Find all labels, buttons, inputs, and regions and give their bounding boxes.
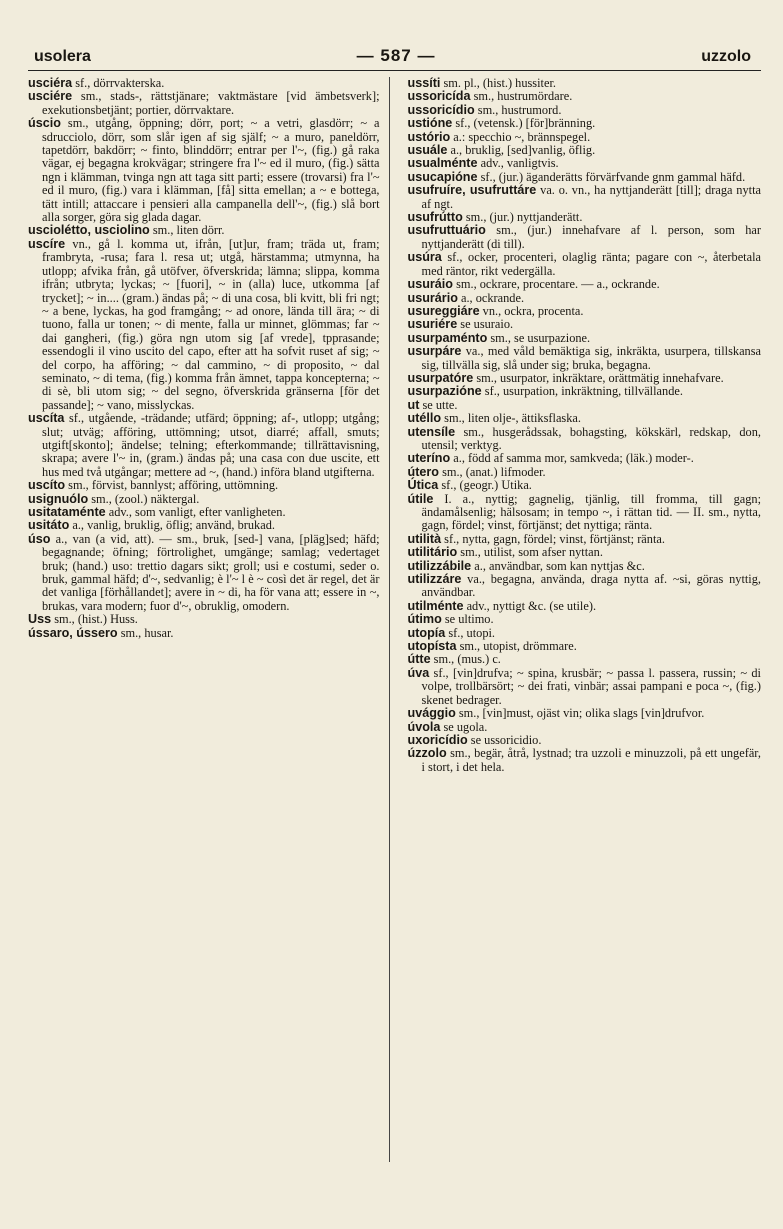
dictionary-entry	[408, 573, 762, 600]
entry-headword: usuále	[407, 143, 448, 158]
entry-gloss: sf., (geogr.) Utika.	[438, 478, 532, 493]
entry-headword: ússaro, ússero	[28, 625, 118, 640]
right-column	[408, 77, 762, 774]
entry-headword: usucapióne	[407, 169, 478, 184]
dictionary-entry	[408, 211, 762, 224]
dictionary-entry	[28, 224, 380, 237]
dictionary-entry	[408, 224, 762, 251]
entry-gloss: sm., utgång, öppning; dörr, port; ~ a vetri, glasdörr; ~ a sdrucciolo, dörr, som slår igen af sig själf; ~ a muro, paneldörr, tapetdörr, bakdörr; ~ finto, blinddörr; entrar per l'~, (fig.) gå raka vägar, ej begagna krokvägar; stringere fra l'~ ed il muro, (fig.) sätta ngn i klämman, tvinga ngn att taga sitt parti; essere (trovarsi) fra l'~ ed il muro, (fig.) vara i klämman, [få] sitta emellan; a ~ e bottega, tätt intill; attaccare i pensieri alla campanella dell'~, (fig.) slå bort alla sorger, göra sig glada dagar.	[42, 116, 380, 225]
dictionary-entry	[408, 184, 762, 211]
entry-gloss: sm., usurpator, inkräktare, orättmätig innehafvare.	[473, 370, 724, 385]
entry-headword: usciére	[28, 89, 73, 104]
entry-headword: útero	[407, 464, 439, 479]
entry-gloss: vn., ockra, procenta.	[479, 303, 584, 318]
entry-gloss: va., med våld bemäktiga sig, inkräkta, usurpera, tillskansa sig, tillvälla sig, slå under sig; bruka, begagna.	[421, 344, 761, 372]
entry-headword: usualménte	[407, 156, 478, 171]
dictionary-entry	[28, 506, 380, 519]
entry-gloss: sm., utilist, som afser nyttan.	[457, 545, 603, 560]
column-divider	[389, 77, 390, 1162]
dictionary-entry	[408, 157, 762, 170]
entry-headword: úvola	[407, 719, 441, 734]
dictionary-entry	[28, 479, 380, 492]
entry-headword: Útica	[407, 478, 439, 493]
entry-headword: usúra	[407, 250, 442, 265]
dictionary-entry	[28, 493, 380, 506]
dictionary-entry	[408, 479, 762, 492]
dictionary-entry	[28, 519, 380, 532]
entry-gloss: sm., (jur.) innehafvare af l. person, som har nyttjanderätt (di till).	[421, 223, 761, 251]
entry-gloss: sm., [vin]must, ojäst vin; olika slags [vin]drufvor.	[455, 706, 705, 721]
dictionary-entry	[408, 533, 762, 546]
entry-gloss: I. a., nyttig; gagnelig, tjänlig, till fromma, till gagn; ändamålsenlig; hälsosam; in tempo ~, i rättan tid. — II. sm., nytta, gagn, fördel; vinst, förtjänst; det nyttiga; ränta.	[421, 491, 761, 533]
entry-headword: útimo	[407, 612, 442, 627]
entry-headword: usuráio	[407, 277, 453, 292]
entry-gloss: sm., (jur.) nyttjanderätt.	[462, 210, 583, 225]
entry-gloss: se utte.	[419, 397, 458, 412]
dictionary-entry	[408, 721, 762, 734]
entry-gloss: sm., (mus.) c.	[430, 652, 501, 667]
dictionary-entry	[408, 412, 762, 425]
dictionary-entry	[408, 278, 762, 291]
entry-headword: usuriére	[407, 317, 458, 332]
entry-gloss: sf., (vetensk.) [för]bränning.	[452, 116, 596, 131]
entry-gloss: sm., begär, åtrå, lystnad; tra uzzoli e minuzzoli, på ett ungefär, i stort, i det hela.	[421, 746, 761, 774]
entry-gloss: se ussoricidio.	[467, 732, 542, 747]
entry-gloss: a., användbar, som kan nyttjas &c.	[471, 558, 645, 573]
dictionary-entry	[408, 292, 762, 305]
entry-gloss: va., begagna, använda, draga nytta af. ~si, göras nyttig, användbar.	[421, 572, 761, 600]
entry-headword: utilizzáre	[407, 572, 462, 587]
entry-gloss: sm., husar.	[117, 625, 174, 640]
entry-gloss: sf., nytta, gagn, fördel; vinst, förtjänst; ränta.	[441, 531, 665, 546]
entry-gloss: a., bruklig, [sed]vanlig, öflig.	[447, 143, 596, 158]
header-left-guideword: usolera	[34, 48, 91, 65]
entry-headword: uscíto	[28, 478, 66, 493]
dictionary-entry	[28, 533, 380, 613]
entry-gloss: a., ockrande.	[457, 290, 525, 305]
dictionary-entry	[408, 452, 762, 465]
entry-headword: uteríno	[407, 451, 451, 466]
entry-headword: usurário	[407, 290, 458, 305]
header-rule	[28, 70, 761, 71]
entry-headword: utilità	[407, 531, 442, 546]
entry-gloss: vn., gå l. komma ut, ifrån, [ut]ur, fram; träda ut, fram; frambryta, -rusa; fara l. resa ut; utgå, härstamma; utmynna, ha utlopp; afvika från, gå utöfver, öfverskrida; lämna; slippa, komma ifrån; utbryta; lyckas; ~ [fuori], ~ in (alla) luce, utkomma [af trycket]; ~ in.... (gram.) ändas på; ~ di una cosa, bli kvitt, bli fri ngt; ~ a bene, lyckas, ha god framgång; ~ ad onore, lända till ära; ~ di tuono, falla ur tonen; ~ di mente, falla ur minnet, glömmas; far ~ dai gangheri, (fig.) göra ngn utom sig [af vrede], tpprasande; essendogli il vino uscito del capo, efter att ha sofvit ruset af sig; ~ del corpo, ha afföring; ~ dal cammino, ~ di proposito, ~ dal seminato, ~ di tema, (fig.) komma från ämnet, tappa koncepterna; ~ di sè, bli utom sig; ~ del segno, öfverskrida gränserna [för det passande]; ~ vano, misslyckas.	[42, 236, 380, 412]
dictionary-entry	[408, 613, 762, 626]
entry-headword: uscíta	[28, 411, 65, 426]
entry-gloss: sm., liten dörr.	[149, 223, 225, 238]
entry-headword: usurpazióne	[407, 384, 482, 399]
left-column	[28, 77, 380, 640]
entry-headword: usurpaménto	[407, 330, 488, 345]
entry-headword: usurpatóre	[407, 370, 474, 385]
dictionary-entry	[408, 305, 762, 318]
entry-headword: úva	[407, 665, 430, 680]
entry-headword: utéllo	[407, 411, 442, 426]
entry-headword: úscio	[28, 116, 61, 131]
dictionary-entry	[408, 318, 762, 331]
entry-gloss: sm., utopist, drömmare.	[456, 639, 577, 654]
dictionary-entry	[408, 77, 762, 90]
dictionary-entry	[408, 640, 762, 653]
entry-gloss: sf., (jur.) äganderätts förvärfvande gnm gammal häfd.	[477, 169, 746, 184]
entry-gloss: sm., stads-, rättstjänare; vaktmästare [vid ämbetsverk]; exekutionsbetjänt; portier, dörrvaktare.	[42, 89, 380, 117]
entry-gloss: sm., liten olje-, ättiksflaska.	[441, 411, 581, 426]
entry-headword: usufrútto	[407, 210, 463, 225]
dictionary-entry	[408, 251, 762, 278]
page-number: — 587 —	[356, 46, 436, 65]
entry-headword: usciolétto, usciolino	[28, 223, 150, 238]
dictionary-entry	[408, 171, 762, 184]
entry-headword: utopísta	[407, 639, 457, 654]
entry-headword: utensíle	[407, 424, 456, 439]
entry-headword: usitáto	[28, 518, 70, 533]
entry-headword: útte	[407, 652, 431, 667]
entry-headword: usignuólo	[28, 491, 89, 506]
entry-gloss: a., vanlig, bruklig, öflig; använd, brukad.	[69, 518, 275, 533]
entry-headword: usitataménte	[28, 505, 106, 519]
entry-headword: úzzolo	[407, 746, 447, 761]
entry-gloss: adv., vanligtvis.	[477, 156, 559, 171]
entry-gloss: sm., förvist, bannlyst; afföring, uttömning.	[65, 478, 279, 493]
dictionary-entry	[408, 747, 762, 774]
dictionary-entry	[408, 131, 762, 144]
dictionary-entry	[408, 493, 762, 533]
dictionary-entry	[408, 426, 762, 453]
dictionary-entry	[408, 627, 762, 640]
entry-headword: uvággio	[407, 706, 456, 721]
dictionary-entry	[28, 90, 380, 117]
entry-gloss: sm., (hist.) Huss.	[51, 612, 138, 627]
entry-headword: ustório	[407, 129, 451, 144]
entry-headword: utopía	[407, 625, 446, 640]
dictionary-entry	[408, 734, 762, 747]
entry-gloss: se ultimo.	[441, 612, 494, 627]
entry-headword: usurpáre	[407, 344, 462, 359]
dictionary-entry	[28, 238, 380, 412]
entry-headword: usureggiáre	[407, 303, 480, 318]
dictionary-entry	[408, 385, 762, 398]
dictionary-entry	[408, 117, 762, 130]
dictionary-entry	[408, 667, 762, 707]
entry-gloss: sm., ockrare, procentare. — a., ockrande.	[453, 277, 660, 292]
entry-gloss: sf., utopi.	[445, 625, 495, 640]
header-right-guideword: uzzolo	[701, 48, 751, 65]
columns	[28, 77, 761, 1162]
entry-gloss: adv., som vanligt, efter vanligheten.	[105, 505, 286, 519]
entry-headword: usufruttuário	[407, 223, 486, 238]
dictionary-entry	[408, 707, 762, 720]
entry-gloss: va. o. vn., ha nyttjanderätt [till]; draga nytta af ngt.	[421, 183, 761, 211]
dictionary-entry	[408, 600, 762, 613]
entry-headword: utilitário	[407, 545, 458, 560]
page-header	[28, 46, 761, 66]
dictionary-entry	[28, 77, 380, 90]
dictionary-entry	[408, 399, 762, 412]
dictionary-entry	[408, 144, 762, 157]
entry-headword: utilménte	[407, 598, 464, 613]
dictionary-entry	[28, 613, 380, 626]
entry-gloss: a., van (a vid, att). — sm., bruk, [sed-] vana, [pläg]sed; häfd; begagnande; öfning; förtrolighet, umgänge; samlag; vedertaget bruk; (hand.) uso: trettio dagars sikt; groll; usi e costumi, seder o. bruk, gammal häfd; d'~, sedvanlig; è l'~ l è ~ così det är regel, det är det vanliga [förhållandet]; avere in ~ di, ha för vana att; essere in ~, brukas, vara modern; fuor d'~, obruklig, omodern.	[42, 531, 380, 613]
entry-headword: usciéra	[28, 77, 73, 90]
entry-headword: útile	[407, 491, 434, 506]
entry-gloss: sf., usurpation, inkräktning, tillvällande.	[481, 384, 683, 399]
entry-headword: uscíre	[28, 236, 66, 251]
dictionary-entry	[408, 372, 762, 385]
dictionary-entry	[408, 345, 762, 372]
entry-gloss: adv., nyttigt &c. (se utile).	[463, 598, 597, 613]
dictionary-entry	[408, 90, 762, 103]
dictionary-entry	[28, 117, 380, 224]
dictionary-entry	[408, 560, 762, 573]
entry-gloss: sf., utgående, -trädande; utfärd; öppning; af-, utlopp; utgång; slut; utväg; afföring, uttömning; utsot, diarré; affall, smuts; utgift[skonto]; ändelse; telning; efterkommande; tillrättavisning, skrapa; avere l'~ in, (gram.) ändas på; una casa con due uscite, ett hus med två utgångar; mettere ad ~, (hand.) införa bland utgifterna.	[42, 411, 380, 479]
entry-headword: ut	[407, 397, 420, 412]
entry-gloss: sm. pl., (hist.) hussiter.	[440, 77, 556, 90]
entry-headword: ustióne	[407, 116, 453, 131]
entry-headword: Uss	[28, 612, 52, 627]
entry-headword: uxoricídio	[407, 732, 468, 747]
entry-gloss: sm., hustrumördare.	[470, 89, 573, 104]
entry-gloss: sm., se usurpazione.	[487, 330, 591, 345]
dictionary-entry	[408, 104, 762, 117]
dictionary-entry	[28, 627, 380, 640]
entry-headword: ussoricída	[407, 89, 471, 104]
entry-headword: utilizzábile	[407, 558, 472, 573]
dictionary-entry	[28, 412, 380, 479]
entry-gloss: sm., (zool.) näktergal.	[88, 491, 200, 506]
entry-headword: úso	[28, 531, 51, 546]
entry-gloss: sf., [vin]drufva; ~ spina, krusbär; ~ passa l. passera, russin; ~ di volpe, trollbärsört; ~ dei frati, vinbär; assai pampani e poca ~, (fig.) skenet bedrager.	[421, 665, 761, 707]
entry-headword: ussoricídio	[407, 102, 475, 117]
entry-gloss: sm., hustrumord.	[474, 102, 562, 117]
entry-gloss: se usuraio.	[457, 317, 514, 332]
entry-gloss: sf., ocker, procenteri, olaglig ränta; pagare con ~, återbetala med räntor, rikt vedergälla.	[421, 250, 761, 278]
dictionary-entry	[408, 546, 762, 559]
entry-gloss: sm., (anat.) lifmoder.	[438, 464, 546, 479]
entry-gloss: a.: specchio ~, brännspegel.	[450, 129, 591, 144]
entry-headword: ussíti	[407, 77, 441, 90]
dictionary-entry	[408, 332, 762, 345]
entry-gloss: sf., dörrvakterska.	[72, 77, 165, 90]
entry-headword: usufruíre, usufruttáre	[407, 183, 537, 198]
dictionary-entry	[408, 653, 762, 666]
entry-gloss: a., född af samma mor, samkveda; (läk.) moder-.	[450, 451, 694, 466]
entry-gloss: se ugola.	[440, 719, 488, 734]
entry-gloss: sm., husgerådssak, bohagsting, kökskärl, redskap, don, utensil; verktyg.	[421, 424, 761, 452]
